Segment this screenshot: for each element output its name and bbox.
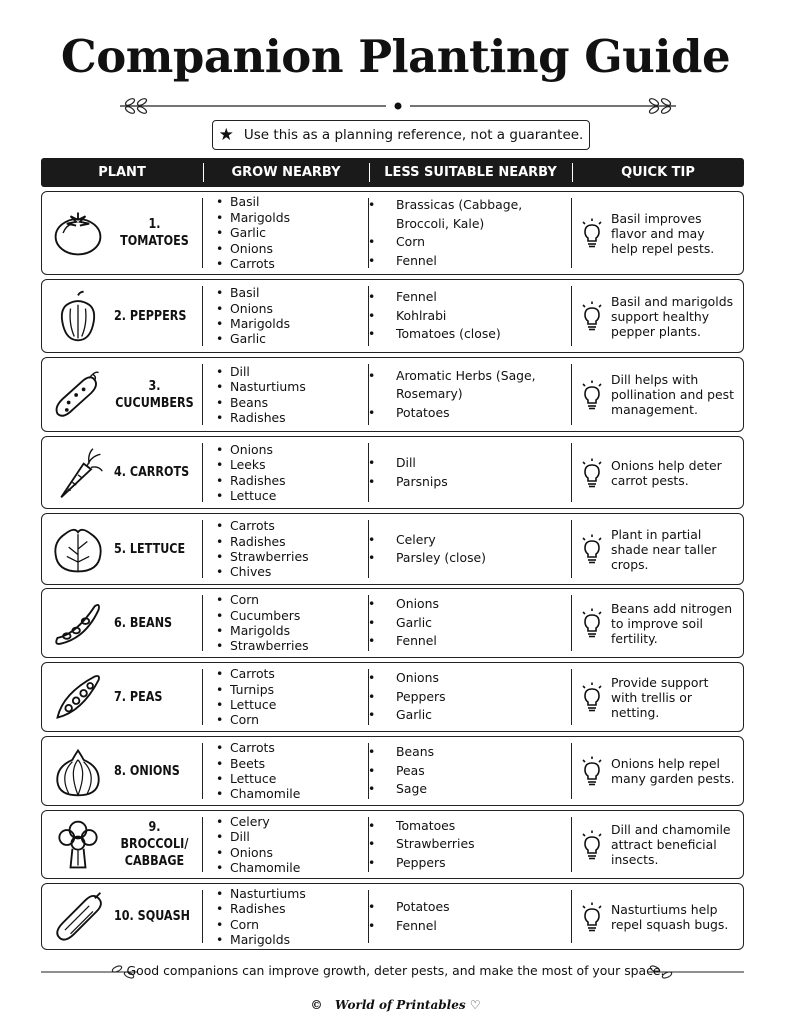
plant-cell [42,514,202,584]
squash-icon [48,887,108,947]
less-suitable-item: • Strawberries [382,835,475,854]
grow-nearby-item: • Radishes [216,473,286,488]
header-less-suitable: LESS SUITABLE NEARBY [369,158,572,187]
lightbulb-icon [581,458,603,488]
grow-nearby-item: • Onions [216,442,286,457]
less-suitable-item: • Fennel [382,288,501,307]
less-suitable-cell [368,437,571,508]
less-suitable-cell [368,192,571,274]
grow-nearby-item: • Lettuce [216,697,276,712]
grow-nearby-item: • Radishes [216,410,306,425]
less-suitable-cell [368,737,571,805]
quick-tip-cell [571,811,743,878]
grow-nearby-item: • Radishes [216,534,309,549]
grow-nearby-item: • Carrots [216,518,309,533]
tomato-icon [48,203,108,263]
less-suitable-item: • Garlic [382,614,439,633]
table-header [41,158,744,187]
less-suitable-item: • Parsnips [382,473,448,492]
quick-tip-cell [571,192,743,274]
grow-nearby-item: • Lettuce [216,488,286,503]
less-suitable-list [368,898,450,935]
plant-name: 7. PEAS [114,688,163,705]
less-suitable-item: • Fennel [382,917,450,936]
grow-nearby-list [202,442,286,504]
table-row [41,588,744,658]
onion-icon [48,741,108,801]
less-suitable-list [368,595,439,651]
less-suitable-item: • Peas [382,762,434,781]
plant-cell [42,358,202,431]
plant-cell [42,737,202,805]
quick-tip-text: Onions help repel many garden pests. [611,756,735,786]
grow-nearby-item: • Nasturtiums [216,379,306,394]
plant-name: 1. TOMATOES [120,216,189,249]
less-suitable-item: • Peppers [382,854,475,873]
plant-cell [42,192,202,274]
quick-tip-cell [571,663,743,731]
plant-name: 2. PEPPERS [114,307,187,324]
grow-nearby-list [202,364,306,426]
pepper-icon [48,286,108,346]
grow-nearby-item: • Carrots [216,666,276,681]
plant-cell [42,280,202,352]
less-suitable-item: • Tomatoes (close) [382,325,501,344]
table-row [41,513,744,585]
grow-nearby-item: • Leeks [216,457,286,472]
table-row [41,436,744,509]
less-suitable-cell [368,514,571,584]
grow-nearby-item: • Carrots [216,256,290,271]
brand-name: World of Printables [335,998,466,1012]
plant-cell [42,589,202,657]
grow-nearby-item: • Dill [216,829,300,844]
copyright-symbol: © [310,998,323,1012]
grow-nearby-item: • Garlic [216,331,290,346]
grow-nearby-item: • Corn [216,592,309,607]
lightbulb-icon [581,534,603,564]
less-suitable-list [368,196,571,270]
grow-nearby-cell [202,811,368,878]
grow-nearby-item: • Corn [216,917,306,932]
quick-tip-cell [571,358,743,431]
quick-tip-text: Onions help deter carrot pests. [611,457,722,488]
brand-logo [0,998,791,1012]
star-icon: ★ [218,125,234,145]
grow-nearby-list [202,285,290,347]
grow-nearby-item: • Marigolds [216,623,309,638]
grow-nearby-list [202,666,276,728]
grow-nearby-item: • Turnips [216,682,276,697]
bean-icon [48,593,108,653]
quick-tip-text: Provide support with trellis or netting. [611,674,709,720]
grow-nearby-item: • Carrots [216,740,300,755]
lightbulb-icon [581,301,603,331]
table-row [41,191,744,275]
lightbulb-icon [581,902,603,932]
table-row [41,736,744,806]
grow-nearby-list [202,518,309,580]
less-suitable-cell [368,884,571,949]
quick-tip-text: Beans add nitrogen to improve soil fertility. [611,600,733,646]
leaf-divider-icon [118,96,678,116]
grow-nearby-cell [202,280,368,352]
grow-nearby-cell [202,514,368,584]
table-row [41,662,744,732]
lightbulb-icon [581,380,603,410]
plant-cell [42,663,202,731]
grow-nearby-list [202,194,290,271]
page-title: Companion Planting Guide [60,30,731,83]
grow-nearby-item: • Dill [216,364,306,379]
grow-nearby-item: • Lettuce [216,771,300,786]
less-suitable-cell [368,280,571,352]
less-suitable-item: • Brassicas (Cabbage, Broccoli, Kale) [382,196,571,233]
grow-nearby-item: • Onions [216,301,290,316]
grow-nearby-item: • Radishes [216,901,306,916]
grow-nearby-item: • Onions [216,241,290,256]
less-suitable-item: • Potatoes [382,404,571,423]
less-suitable-item: • Potatoes [382,898,450,917]
carrot-icon [48,443,108,503]
lightbulb-icon [581,830,603,860]
quick-tip-text: Basil improves flavor and may help repel pests. [611,210,715,256]
grow-nearby-list [202,592,309,654]
less-suitable-list [368,454,448,491]
grow-nearby-cell [202,192,368,274]
quick-tip-cell [571,514,743,584]
grow-nearby-item: • Marigolds [216,932,306,947]
lightbulb-icon [581,756,603,786]
quick-tip-cell [571,280,743,352]
quick-tip-text: Dill and chamomile attract beneficial insects. [611,822,731,867]
less-suitable-item: • Tomatoes [382,817,475,836]
less-suitable-item: • Peppers [382,688,446,707]
plant-name: 8. ONIONS [114,762,180,779]
plant-name: 4. CARROTS [114,464,190,481]
lightbulb-icon [581,608,603,638]
lettuce-icon [48,519,108,579]
grow-nearby-item: • Basil [216,194,290,209]
less-suitable-list [368,669,446,725]
broccoli-icon [48,815,108,875]
grow-nearby-cell [202,737,368,805]
less-suitable-item: • Onions [382,595,439,614]
lightbulb-icon [581,682,603,712]
grow-nearby-cell [202,437,368,508]
plant-name: 3. CUCUMBERS [115,377,194,411]
grow-nearby-item: • Beans [216,395,306,410]
less-suitable-cell [368,589,571,657]
header-quick-tip: QUICK TIP [572,158,744,187]
quick-tip-text: Dill helps with pollination and pest management. [611,372,734,417]
quick-tip-text: Basil and marigolds support healthy pepper plants. [611,293,734,339]
header-grow-nearby: GROW NEARBY [203,158,369,187]
less-suitable-list [368,367,571,423]
grow-nearby-item: • Chamomile [216,786,300,801]
grow-nearby-list [202,814,300,876]
table-row [41,883,744,950]
header-plant: PLANT [98,165,146,180]
quick-tip-text: Plant in partial shade near taller crops. [611,526,717,572]
less-suitable-item: • Celery [382,531,486,550]
grow-nearby-item: • Garlic [216,225,290,240]
grow-nearby-item: • Strawberries [216,549,309,564]
less-suitable-item: • Aromatic Herbs (Sage, Rosemary) [382,367,571,404]
less-suitable-item: • Beans [382,743,434,762]
less-suitable-item: • Sage [382,780,434,799]
heart-icon: ♡ [469,998,481,1012]
grow-nearby-item: • Cucumbers [216,608,309,623]
less-suitable-item: • Fennel [382,632,439,651]
less-suitable-item: • Kohlrabi [382,307,501,326]
plant-cell [42,884,202,949]
less-suitable-item: • Garlic [382,706,446,725]
plant-name: 9. BROCCOLI/ CABBAGE [120,819,189,869]
grow-nearby-item: • Nasturtiums [216,886,306,901]
grow-nearby-item: • Marigolds [216,210,290,225]
grow-nearby-list [202,886,306,948]
plant-cell [42,437,202,508]
less-suitable-item: • Parsley (close) [382,549,486,568]
lightbulb-icon [581,218,603,248]
plant-name: 5. LETTUCE [114,540,186,557]
grow-nearby-item: • Marigolds [216,316,290,331]
pea-icon [48,667,108,727]
grow-nearby-item: • Corn [216,712,276,727]
less-suitable-cell [368,811,571,878]
less-suitable-cell [368,358,571,431]
less-suitable-item: • Dill [382,454,448,473]
table-row [41,279,744,353]
less-suitable-cell [368,663,571,731]
grow-nearby-list [202,740,300,802]
table-row [41,357,744,432]
quick-tip-cell [571,437,743,508]
quick-tip-cell [571,589,743,657]
table-row [41,810,744,879]
disclaimer-box [212,120,590,150]
grow-nearby-cell [202,358,368,431]
disclaimer-text: Use this as a planning reference, not a guarantee. [243,127,584,143]
grow-nearby-item: • Basil [216,285,290,300]
grow-nearby-item: • Celery [216,814,300,829]
grow-nearby-cell [202,884,368,949]
plant-name: 10. SQUASH [114,908,190,925]
quick-tip-cell [571,884,743,949]
footer-text: Good companions can improve growth, deter pests, and make the most of your space. [126,963,665,978]
quick-tip-text: Nasturtiums help repel squash bugs. [611,901,729,932]
grow-nearby-item: • Chives [216,564,309,579]
grow-nearby-cell [202,589,368,657]
less-suitable-list [368,288,501,344]
grow-nearby-item: • Beets [216,756,300,771]
grow-nearby-item: • Strawberries [216,638,309,653]
less-suitable-list [368,817,475,873]
cucumber-icon [48,365,108,425]
less-suitable-list [368,531,486,568]
plant-cell [42,811,202,878]
grow-nearby-item: • Onions [216,845,300,860]
grow-nearby-cell [202,663,368,731]
less-suitable-list [368,743,434,799]
less-suitable-item: • Fennel [382,252,571,271]
quick-tip-cell [571,737,743,805]
less-suitable-item: • Onions [382,669,446,688]
grow-nearby-item: • Chamomile [216,860,300,875]
plant-name: 6. BEANS [114,614,173,631]
less-suitable-item: • Corn [382,233,571,252]
